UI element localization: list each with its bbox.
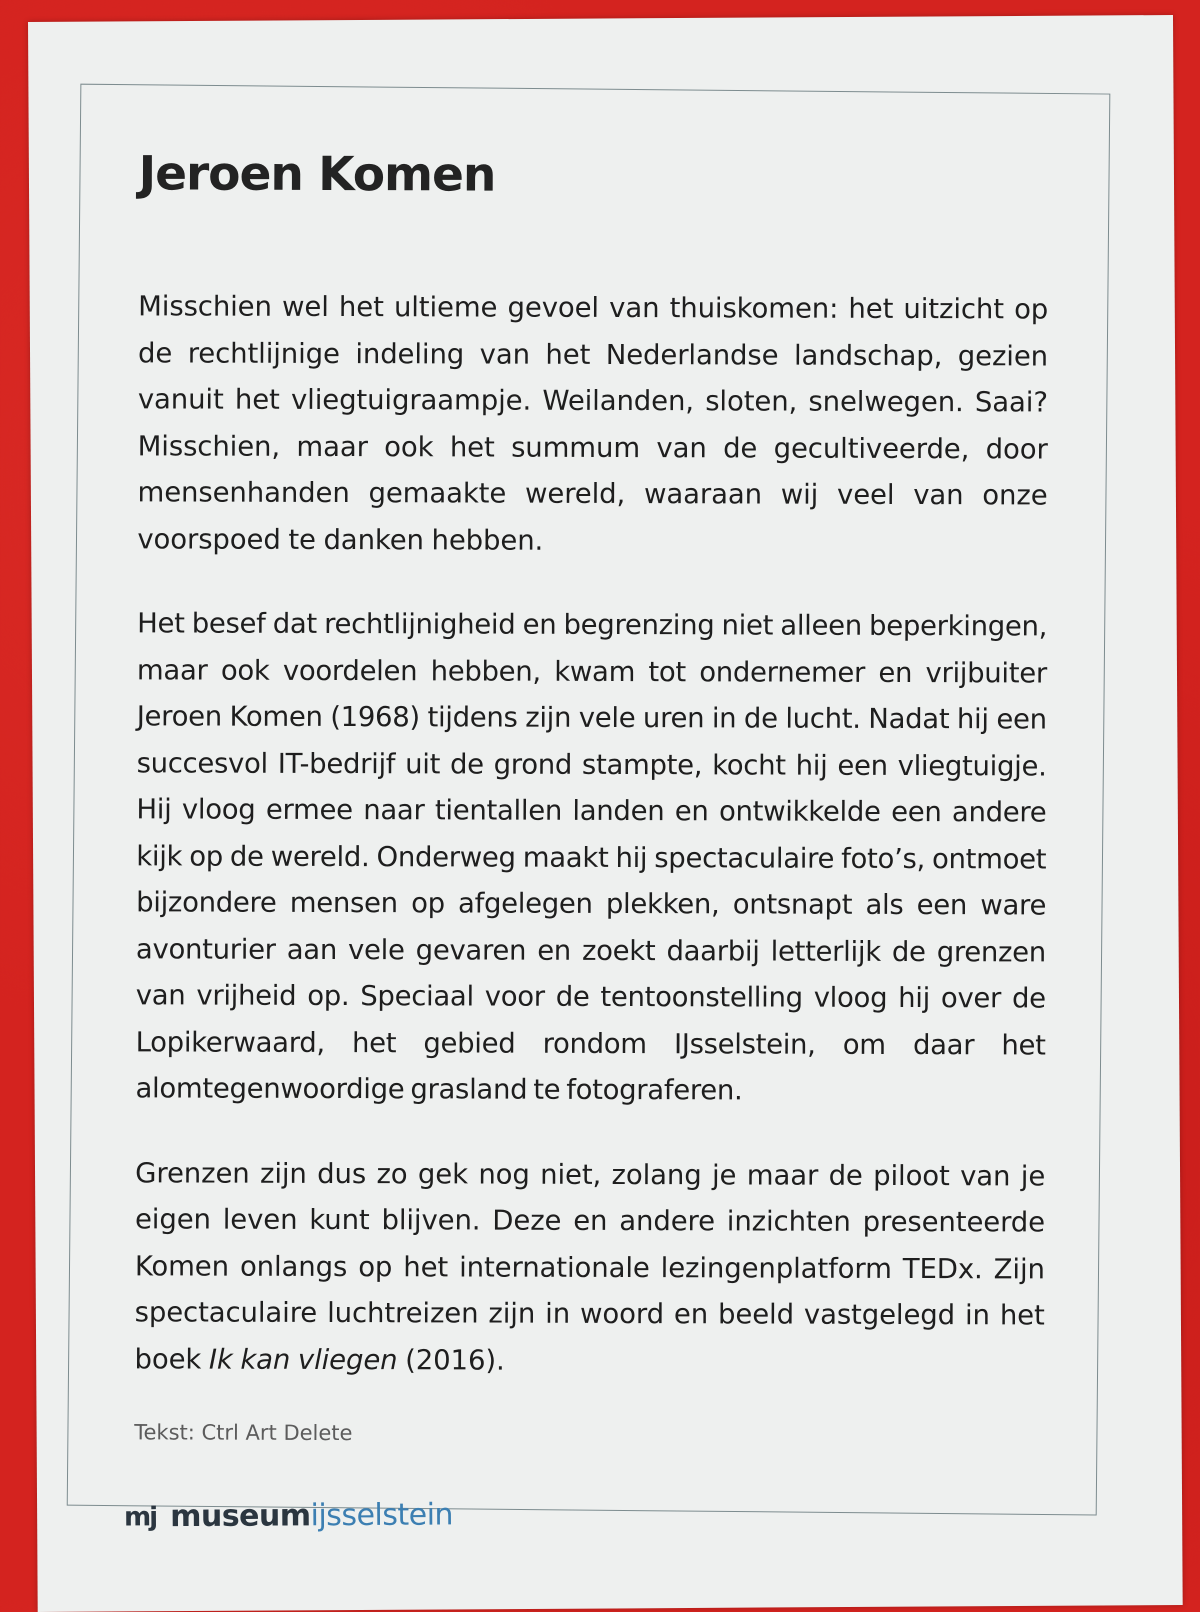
paragraph-intro: Misschien wel het ultieme gevoel van thuiskomen: het uitzicht op de rechtlijnige indeling van het Nederlandse landschap, gezien vanuit het vliegtuigraampje. Weilanden, sloten, snelwegen. Saai? Misschien, maar ook het summum van de gecultiveerde, door mensenhanden gemaakte wereld, waaraan wij veel van onze voorspoed te danken hebben. [137,290,1049,557]
book-title: Ik kan vliegen [208,1343,398,1376]
card-content [134,146,1049,1447]
paragraph-biography: Het besef dat rechtlijnigheid en begrenzing niet alleen beperkingen, maar ook voordelen hebben, kwam tot ondernemer en vrijbuiter Jeroen Komen (1968) tijdens zijn vele uren in de lucht. Nadat hij een succesvol IT-bedrijf uit de grond stampte, kocht hij een vliegtuigje. Hij vloog ermee naar tientallen landen en ontwikkelde een andere kijk op de wereld. Onderweg maakt hij spectaculaire foto’s, ontmoet bijzondere mensen op afgelegen plekken, ontsnapt als een ware avonturier aan vele gevaren en zoekt daarbij letterlijk de grenzen van vrijheid op. Speciaal voor de tentoonstelling vloog hij over de Lopikerwaard, het gebied rondom IJsselstein, om daar het alomtegenwoordige grasland te fotograferen. [135,607,1048,1107]
paragraph-conclusion-text: Grenzen zijn dus zo gek nog niet, zolang je maar de piloot van je eigen leven kunt blijven. Deze en andere inzichten presenteerde Komen onlangs op het internationale lezingenplatform TEDx. Zijn spectaculaire luchtreizen zijn in woord en beeld vastgelegd in het boek [134,1156,1046,1376]
paragraph-conclusion-end: (2016). [397,1343,505,1377]
museum-logo [124,1497,453,1534]
logo-word-ijsselstein: ijsselstein [310,1497,454,1534]
logo-word-museum: museum [170,1498,311,1535]
text-credit: Tekst: Ctrl Art Delete [134,1420,353,1446]
artist-title: Jeroen Komen [138,146,496,203]
logo-mark-icon: mj [124,1501,157,1532]
museum-info-card [28,15,1183,1612]
logo-wordmark [170,1497,453,1534]
paragraph-conclusion [134,1150,1045,1386]
